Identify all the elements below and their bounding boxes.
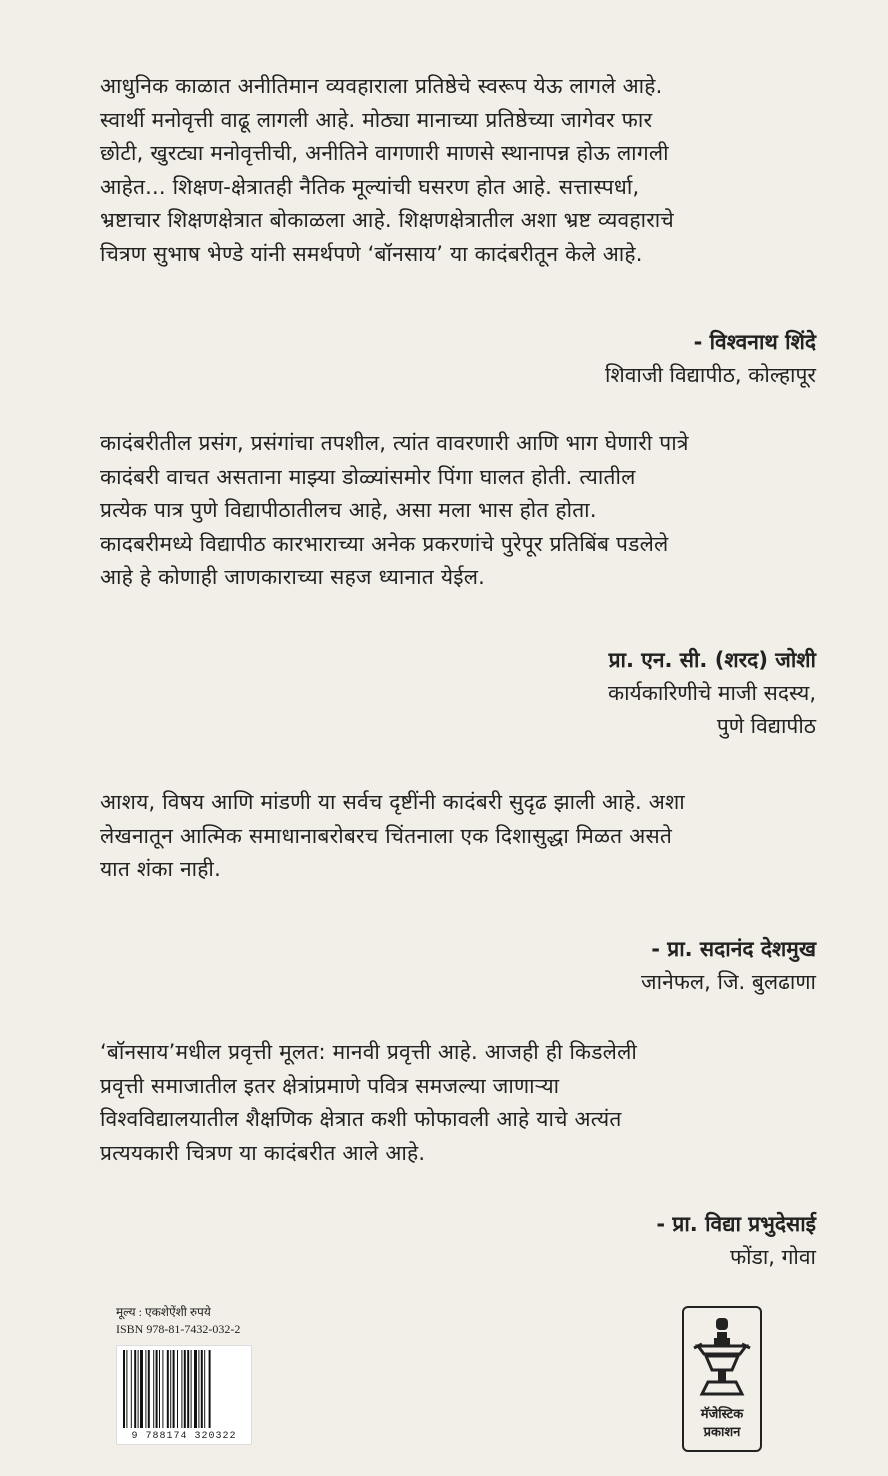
review-2-line: कादंबरीतील प्रसंग, प्रसंगांचा तपशील, त्यांत वावरणारी आणि भाग घेणारी पात्रे [100, 431, 689, 455]
review-2-text [100, 427, 800, 595]
publisher-name-line: मॅजेस्टिक [700, 1407, 744, 1422]
review-1-line: चित्रण सुभाष भेण्डे यांनी समर्थपणे ‘बॉनसाय’ या कादंबरीतून केले आहे. [100, 241, 643, 266]
publisher-name [684, 1406, 760, 1442]
barcode [116, 1345, 252, 1445]
review-4-author: - प्रा. विद्या प्रभुदेसाई [656, 1212, 816, 1236]
review-4-affiliation [656, 1241, 816, 1274]
review-3-text [100, 786, 800, 887]
review-4-line: प्रवृत्ती समाजातील इतर क्षेत्रांप्रमाणे पवित्र समजल्या जाणाऱ्या [100, 1073, 560, 1098]
isbn-label: ISBN 978-81-7432-032-2 [116, 1322, 241, 1336]
barcode-bar [170, 1350, 171, 1428]
barcode-bar [184, 1350, 186, 1428]
barcode-bar [145, 1350, 146, 1428]
publisher-logo [682, 1306, 762, 1452]
barcode-bar [173, 1350, 175, 1428]
barcode-bar [156, 1350, 158, 1428]
barcode-bars [121, 1350, 247, 1428]
barcode-bar [209, 1350, 211, 1428]
review-4-line: प्रत्ययकारी चित्रण या कादंबरीत आले आहे. [100, 1140, 426, 1165]
review-1-author: - विश्वनाथ शिंदे [693, 330, 816, 354]
review-1-line: भ्रष्टाचार शिक्षणक्षेत्रात बोकाळला आहे. शिक्षणक्षेत्रातील अशा भ्रष्ट व्यवहाराचे [100, 208, 674, 232]
barcode-bar [201, 1350, 203, 1428]
barcode-bar [138, 1350, 139, 1428]
review-2-affiliation [608, 677, 816, 743]
barcode-bar [153, 1350, 154, 1428]
review-1-affiliation [605, 359, 816, 392]
lamp-icon [684, 1310, 760, 1406]
affiliation-line: जानेफल, जि. बुलढाणा [641, 970, 816, 994]
barcode-bar [191, 1350, 192, 1428]
barcode-bar [181, 1350, 182, 1428]
review-4-line: ‘बॉनसाय’मधील प्रवृत्ती मूलत: मानवी प्रवृत्ती आहे. आजही ही किडलेली [100, 1040, 637, 1064]
review-2-signature [608, 644, 816, 743]
review-3-line: आशय, विषय आणि मांडणी या सर्वच दृष्टींनी कादंबरी सुदृढ झाली आहे. अशा [100, 790, 685, 814]
review-1-signature [605, 326, 816, 392]
review-1-text [100, 70, 800, 271]
review-2-line: प्रत्येक पात्र पुणे विद्यापीठातीलच आहे, असा मला भास होत होता. [100, 498, 597, 522]
review-3-affiliation [641, 966, 816, 999]
review-3-line: लेखनातून आत्मिक समाधानाबरोबरच चिंतनाला एक दिशासुद्धा मिळत असते [100, 823, 673, 848]
affiliation-line: कार्यकारिणीचे माजी सदस्य, [607, 681, 816, 705]
affiliation-line: फोंडा, गोवा [729, 1245, 816, 1269]
price-isbn-block [116, 1304, 240, 1338]
review-4-text [100, 1036, 800, 1170]
barcode-bar [126, 1350, 127, 1428]
barcode-bar [159, 1350, 160, 1428]
barcode-bar [167, 1350, 169, 1428]
review-4-line: विश्वविद्यालयातील शैक्षणिक क्षेत्रात कशी फोफावली आहे याचे अत्यंत [100, 1107, 622, 1131]
barcode-bar [204, 1350, 205, 1428]
barcode-bar [131, 1350, 132, 1428]
affiliation-line: शिवाजी विद्यापीठ, कोल्हापूर [605, 363, 816, 387]
barcode-bar [148, 1350, 150, 1428]
barcode-bar [134, 1350, 136, 1428]
barcode-bar [198, 1350, 199, 1428]
affiliation-line: पुणे विद्यापीठ [716, 714, 816, 738]
review-3-line: यात शंका नाही. [100, 857, 221, 881]
review-3-signature [641, 933, 816, 999]
barcode-bar [140, 1350, 143, 1428]
barcode-bar [177, 1350, 178, 1428]
barcode-bar [187, 1350, 189, 1428]
review-1-line: छोटी, खुरट्या मनोवृत्तीची, अनीतिने वागणारी माणसे स्थानापन्न होऊ लागली [100, 141, 669, 165]
barcode-bar [162, 1350, 163, 1428]
barcode-bar [194, 1350, 197, 1428]
review-2-line: कादबरीमध्ये विद्यापीठ कारभाराच्या अनेक प्रकरणांचे पुरेपूर प्रतिबिंब पडलेले [100, 531, 669, 556]
barcode-digits: 9 788174 320322 [119, 1431, 249, 1442]
price-label: मूल्य : एकशेऐंशी रुपये [116, 1305, 211, 1319]
review-2-author: प्रा. एन. सी. (शरद) जोशी [608, 648, 816, 672]
review-4-signature [656, 1208, 816, 1274]
review-1-line: आधुनिक काळात अनीतिमान व्यवहाराला प्रतिष्ठेचे स्वरूप येऊ लागले आहे. [100, 74, 663, 98]
review-2-line: कादंबरी वाचत असताना माझ्या डोळ्यांसमोर पिंगा घालत होती. त्यातील [100, 464, 636, 489]
review-1-line: स्वार्थी मनोवृत्ती वाढू लागली आहे. मोठ्या मानाच्या प्रतिष्ठेच्या जागेवर फार [100, 107, 653, 132]
publisher-name-line: प्रकाशन [703, 1425, 741, 1440]
review-3-author: - प्रा. सदानंद देशमुख [651, 937, 816, 961]
review-2-line: आहे हे कोणाही जाणकाराच्या सहज ध्यानात येईल. [100, 565, 486, 589]
review-1-line: आहेत... शिक्षण-क्षेत्रातही नैतिक मूल्यांची घसरण होत आहे. सत्तास्पर्धा, [100, 174, 640, 199]
barcode-bar [123, 1350, 125, 1428]
